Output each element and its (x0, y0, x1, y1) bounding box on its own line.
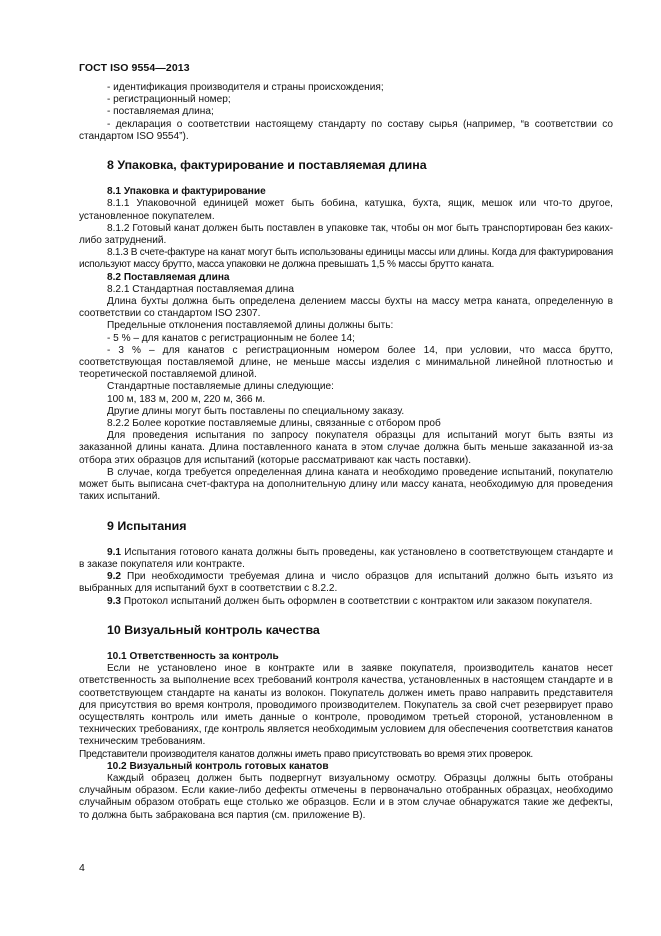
clause-text: При необходимости требуемая длина и число образцов для испытаний должно быть изъято из выбранных для испытаний бухт в соответствии с 8.2.2. (79, 571, 613, 595)
paragraph-9-1 (79, 547, 613, 571)
document-header: ГОСТ ISO 9554—2013 (79, 62, 190, 74)
section-9-title: 9 Испытания (107, 518, 187, 533)
section-8-title: 8 Упаковка, фактурирование и поставляемая длина (107, 158, 427, 173)
page-number: 4 (79, 862, 85, 874)
paragraph-8-2-2-b: В случае, когда требуется определенная длина каната и необходимо проведение испытаний, покупателю может быть выписана счет-фактура на дополнительную длину или массу каната, необходимую для проведения таких испытаний. (79, 466, 613, 503)
clause-number: 9.1 (107, 546, 122, 558)
std-lengths: 100 м, 183 м, 200 м, 220 м, 366 м. (107, 393, 266, 405)
list-item: - регистрационный номер; (107, 94, 231, 106)
marking-list (79, 82, 613, 143)
subsection-8-1-title: 8.1 Упаковка и фактурирование (107, 186, 266, 198)
clause-number: 9.2 (107, 571, 122, 583)
deviation-item-1: - 5 % – для канатов с регистрационным не более 14; (107, 332, 355, 344)
document-body (79, 82, 613, 822)
paragraph-8-2-1-title: 8.2.1 Стандартная поставляемая длина (107, 283, 294, 295)
paragraph-8-1-2: 8.1.2 Готовый канат должен быть поставлен в упаковке так, чтобы он мог быть транспортирован без каких-либо затруднений. (79, 222, 613, 247)
paragraph-8-2-2-title: 8.2.2 Более короткие поставляемые длины, связанные с отбором проб (107, 418, 441, 430)
std-lengths-intro: Стандартные поставляемые длины следующие: (107, 381, 334, 393)
paragraph-10-2: Каждый образец должен быть подвергнут визуальному осмотру. Образцы должны быть отобраны случайным образом. Если какие-либо дефекты отмечены в первоначально отобранных образцах, необходимо случайным образом отобрать еще столько же образцов. Если и в этом случае обнаружатся такие же дефекты, то должна быть забракована вся партия (см. приложение В). (79, 772, 613, 821)
paragraph-10-1: Если не установлено иное в контракте или в заявке покупателя, производитель канатов несет ответственность за выполнение всех требований контроля качества, установленных в настоящем стандарте и в соответствующем стандарте на канаты из волокон. Покупатель должен иметь право направить представителя для присутствия во время контроля, проводимого производителем. Покупатель за свой счет резервирует право осуществлять контроль или иметь данные о контроле, проводимом третьей стороной, установленном в технических требованиях, где контроль является необходимым условием для обеспечения соответствия канатов техническим требованиям. (79, 663, 613, 748)
other-lengths: Другие длины могут быть поставлены по специальному заказу. (107, 405, 405, 417)
subsection-10-2-title: 10.2 Визуальный контроль готовых канатов (107, 760, 329, 772)
list-item: - идентификация производителя и страны происхождения; (107, 82, 384, 93)
paragraph-9-3 (79, 596, 613, 608)
subsection-10-1-title: 10.1 Ответственность за контроль (107, 650, 279, 662)
paragraph-10-1-last: Представители производителя канатов должны иметь право присутствовать во время этих проверок. (79, 748, 533, 760)
paragraph-8-2-1-b: Предельные отклонения поставляемой длины должны быть: (107, 320, 394, 332)
paragraph-8-2-1-a: Длина бухты должна быть определена делением массы бухты на массу метра каната, определенную в соответствии со стандартом ISO 2307. (79, 296, 613, 320)
subsection-8-2-title: 8.2 Поставляемая длина (107, 271, 230, 283)
clause-number: 9.3 (107, 595, 122, 607)
section-10-title: 10 Визуальный контроль качества (107, 622, 320, 637)
clause-text: Протокол испытаний должен быть оформлен в соответствии с контрактом или заказом покупателя. (121, 595, 593, 607)
deviation-item-2: - 3 % – для канатов с регистрационным номером более 14, при условии, что масса брутто, соответствующая поставляемой длине, не меньше массы изделия с минимальной линейной плотностью и теоретической поставляемой длиной. (79, 344, 613, 381)
paragraph-8-1-1: 8.1.1 Упаковочной единицей может быть бобина, катушка, бухта, ящик, мешок или что-то другое, установленное покупателем. (79, 198, 613, 222)
paragraph-9-2 (79, 571, 613, 595)
clause-text: Испытания готового каната должны быть проведены, как установлено в соответствующем стандарте и в заказе покупателя или контракте. (79, 546, 613, 570)
paragraph-8-1-3: 8.1.3 В счете-фактуре на канат могут быть использованы единицы массы или длины. Когда для фактурирования используют массу брутто, масса упаковки не должна превышать 1,5 % массы брутто каната. (79, 247, 614, 271)
list-item: - декларация о соответствии настоящему стандарту по составу сырья (например, “в соответствии со стандартом ISO 9554”). (79, 118, 613, 142)
list-item: - поставляемая длина; (107, 106, 214, 118)
paragraph-8-2-2-a: Для проведения испытания по запросу покупателя образцы для испытаний могут быть взяты из заказанной длины каната. Длина поставленного каната в этом случае должна быть меньше заказанной из-за отбора этих образцов для испытаний (которые рассматривают как часть поставки). (79, 430, 613, 466)
